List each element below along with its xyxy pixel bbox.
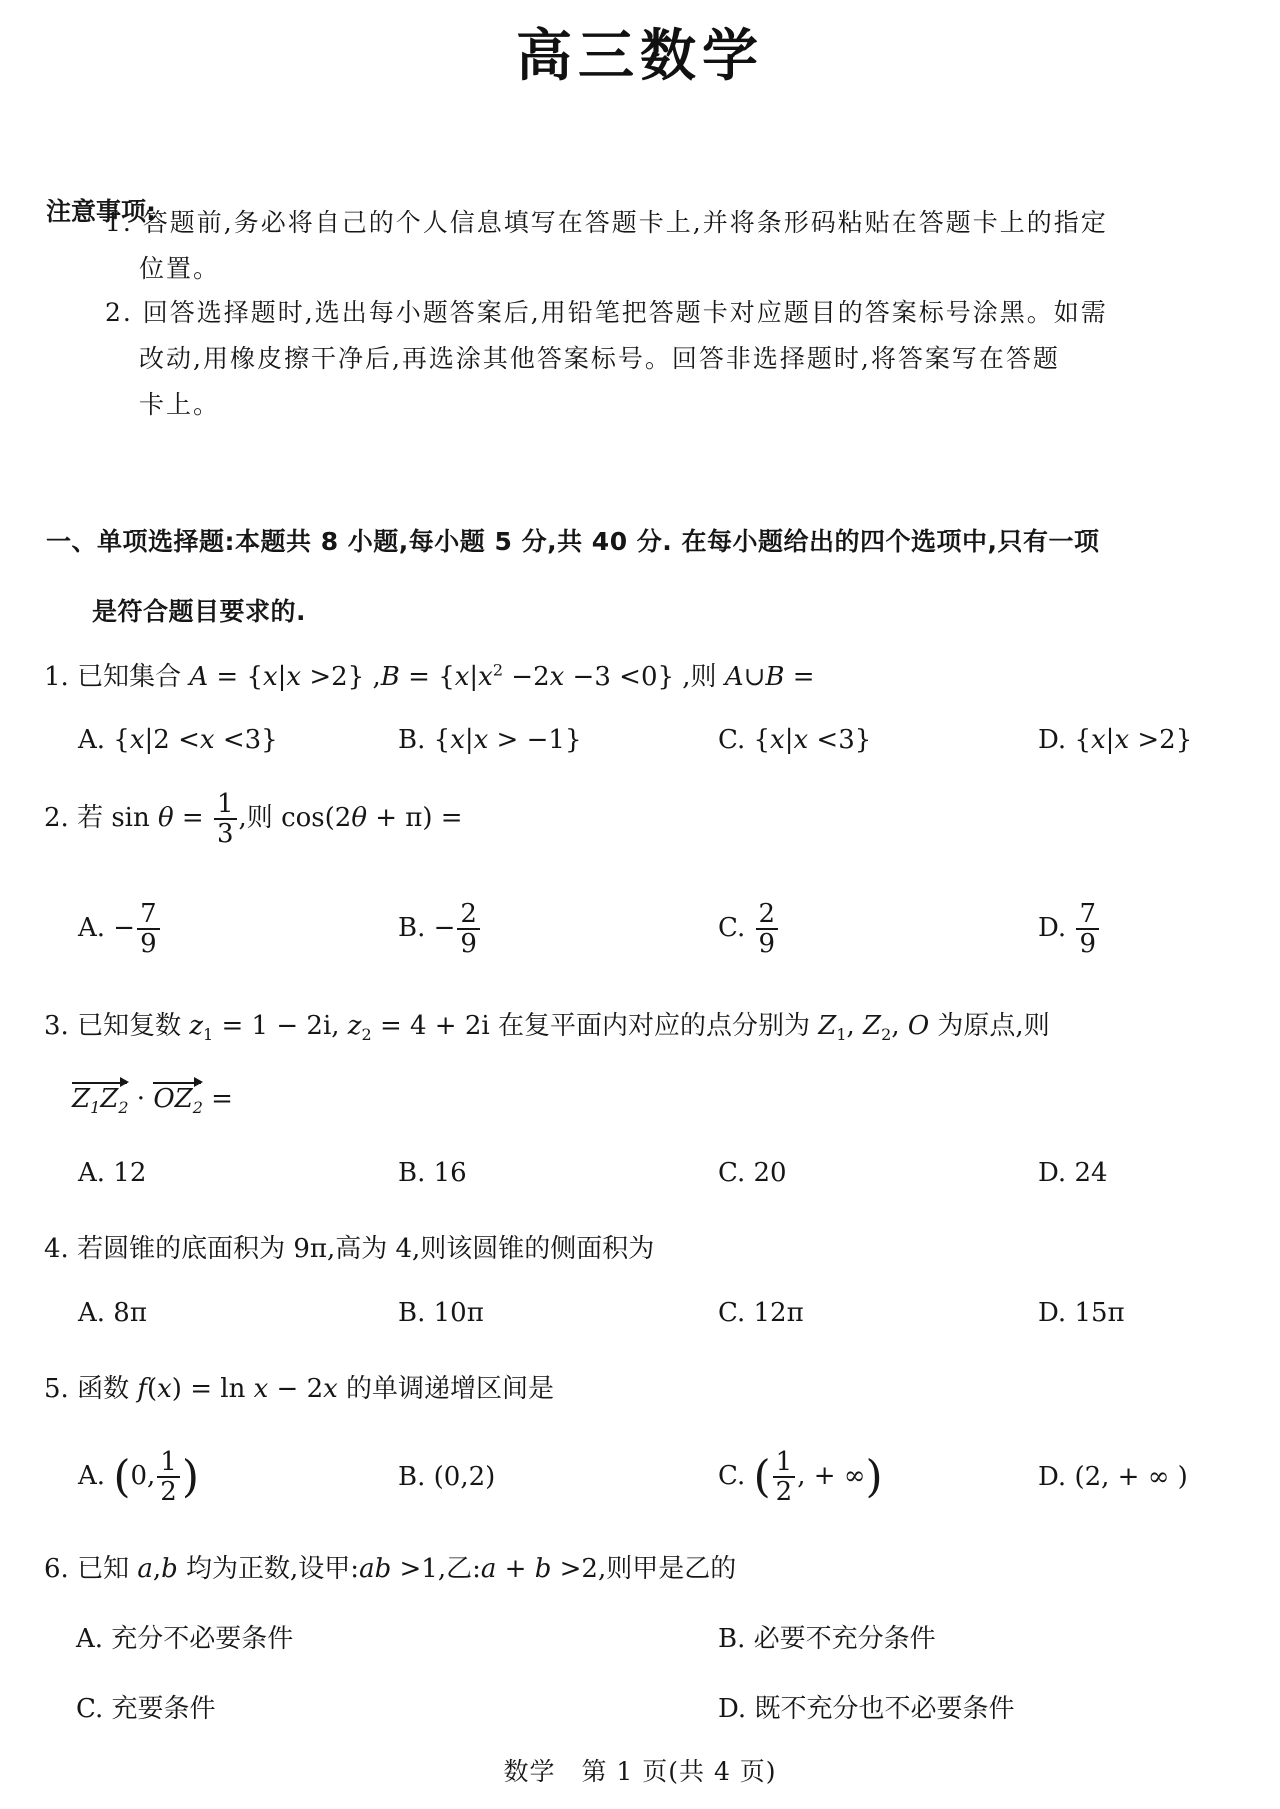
notice-item-2-line-2: 改动,用橡皮擦干净后,再选涂其他答案标号。回答非选择题时,将答案写在答题 xyxy=(139,344,1060,373)
question-3-option-b: B. 16 xyxy=(398,1158,467,1188)
question-6-stem: 6. 已知 a,b 均为正数,设甲:ab >1,乙:a + b >2,则甲是乙的 xyxy=(44,1554,737,1584)
question-1-option-b: B. {x|x > −1} xyxy=(398,725,582,755)
question-1-option-a: A. {x|2 <x <3} xyxy=(78,725,278,755)
page-footer: 数学 第 1 页(共 4 页) xyxy=(503,1757,777,1786)
question-4-stem: 4. 若圆锥的底面积为 9π,高为 4,则该圆锥的侧面积为 xyxy=(44,1234,655,1264)
question-6-option-d: D. 既不充分也不必要条件 xyxy=(718,1694,1015,1724)
question-3-option-c: C. 20 xyxy=(718,1158,787,1188)
question-5-option-d: D. (2, + ∞ ) xyxy=(1038,1462,1188,1492)
question-1-option-d: D. {x|x >2} xyxy=(1038,725,1193,755)
question-2-option-c: C. $\frac{2}{9}$ xyxy=(718,900,780,958)
notice-item-1-line-2: 位置。 xyxy=(139,254,221,283)
question-2-option-b: B. − $\frac{2}{9}$ xyxy=(398,900,482,958)
question-4-option-d: D. 15π xyxy=(1038,1298,1125,1328)
question-5-option-b: B. (0,2) xyxy=(398,1462,496,1492)
notice-item-2 xyxy=(105,290,1260,428)
notice-heading: 注意事项: xyxy=(46,197,156,226)
question-3-stem: 3. 已知复数 $z_1 = 1 - 2i$, $z_2 = 4 + 2i$ 在复平面内对应的点分别为 $Z_1$, $Z_2$, O 为原点,则 xyxy=(44,1011,1050,1045)
question-5-option-c: C. ( $\frac{1}{2}$ , + ∞) xyxy=(718,1447,883,1507)
question-4-option-c: C. 12π xyxy=(718,1298,804,1328)
section-heading-line-2: 是符合题目要求的. xyxy=(92,597,306,626)
question-6-option-a: A. 充分不必要条件 xyxy=(76,1624,294,1654)
question-3-option-d: D. 24 xyxy=(1038,1158,1108,1188)
notice-item-1-line-1: 1. 答题前,务必将自己的个人信息填写在答题卡上,并将条形码粘贴在答题卡上的指定 xyxy=(105,208,1108,237)
question-6-option-b: B. 必要不充分条件 xyxy=(718,1624,936,1654)
notice-item-2-line-3: 卡上。 xyxy=(139,390,221,419)
question-1-option-c: C. {x|x <3} xyxy=(718,725,872,755)
question-1-stem: 1. 已知集合 A = {x|x >2} $,B = \{x|x^2 -2x -3 <0\}$ ,则 A∪B = xyxy=(44,660,815,692)
question-5-option-a: A. (0, $\frac{1}{2}$ ) xyxy=(78,1447,200,1507)
page-title: 高三数学 xyxy=(516,24,764,89)
question-4-option-a: A. 8π xyxy=(78,1298,147,1328)
question-2-option-a: A. − $\frac{7}{9}$ xyxy=(78,900,162,958)
question-5-stem: 5. 函数 f(x) = ln x − 2x 的单调递增区间是 xyxy=(44,1374,555,1404)
notice-item-2-line-1: 2. 回答选择题时,选出每小题答案后,用铅笔把答题卡对应题目的答案标号涂黑。如需 xyxy=(105,298,1108,327)
question-6-option-c: C. 充要条件 xyxy=(76,1694,216,1724)
question-3-stem-2: $Z_1Z_2 \cdot OZ_2$ = xyxy=(72,1084,233,1118)
question-3-option-a: A. 12 xyxy=(78,1158,147,1188)
question-2-option-d: D. $\frac{7}{9}$ xyxy=(1038,900,1101,958)
notice-item-1 xyxy=(105,200,1260,292)
question-2-stem: 2. 若 sin θ = $\frac{1}{3}$ ,则 cos(2θ + π) = xyxy=(44,789,463,849)
question-4-option-b: B. 10π xyxy=(398,1298,484,1328)
section-heading-line-1: 一、单项选择题:本题共 8 小题,每小题 5 分,共 40 分. 在每小题给出的四个选项中,只有一项 xyxy=(46,527,1100,556)
